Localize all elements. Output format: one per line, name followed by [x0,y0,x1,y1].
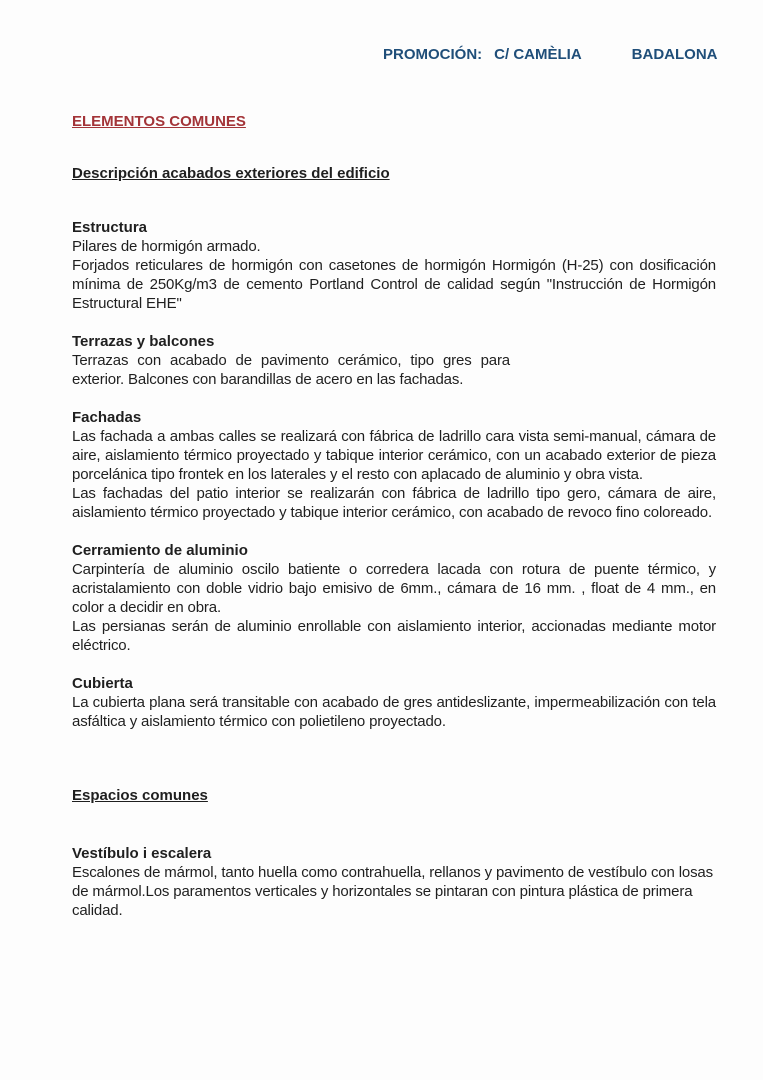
section-fachadas [72,408,716,522]
section-vestibulo-escalera [72,844,716,920]
section-heading: Cerramiento de aluminio [72,542,248,559]
section-heading: Fachadas [72,409,142,426]
section-paragraph: Forjados reticulares de hormigón con casetones de hormigón Hormigón (H-25) con dosificación mínima de 250Kg/m3 de cemento Portland Control de calidad según "Instrucción de Hormigón Estructural EHE" [72,257,716,312]
section-cubierta [72,674,716,731]
page-title: ELEMENTOS COMUNES [72,113,246,130]
promotion-street: C/ CAMÈLIA [494,46,582,63]
promotion-label: PROMOCIÓN: [383,46,483,63]
section-paragraph: Pilares de hormigón armado. [72,238,261,255]
section-cerramiento-aluminio [72,541,716,655]
section-paragraph: Las fachadas del patio interior se realizarán con fábrica de ladrillo tipo gero, cámara de aire, aislamiento térmico proyectado y tabique interior cerámico, con acabado de revoco fino coloreado. [72,485,716,521]
section-estructura [72,218,716,313]
section-paragraph: La cubierta plana será transitable con acabado de gres antideslizante, impermeabilización con tela asfáltica y aislamiento térmico con polietileno proyectado. [72,694,716,730]
section-paragraph: Escalones de mármol, tanto huella como contrahuella, rellanos y pavimento de vestíbulo con losas de mármol.Los paramentos verticales y horizontales se pintaran con pintura plástica de primera calidad. [72,864,713,919]
subtitle-exterior-finishes: Descripción acabados exteriores del edificio [72,165,390,182]
promotion-city: BADALONA [631,46,718,63]
section-heading: Cubierta [72,675,133,692]
section-terrazas-balcones [72,332,716,389]
document-header [383,45,716,64]
subtitle-common-spaces: Espacios comunes [72,787,208,804]
section-paragraph: Carpintería de aluminio oscilo batiente o corredera lacada con rotura de puente térmico, y acristalamiento con doble vidrio bajo emisivo de 6mm., cámara de 16 mm. , float de 4 mm., en color a decidir en obra. [72,561,716,616]
section-paragraph: Las fachada a ambas calles se realizará con fábrica de ladrillo cara vista semi-manual, cámara de aire, aislamiento térmico proyectado y tabique interior cerámico, con un acabado exterior de pieza porcelánica tipo frontek en los laterales y el resto con aplacado de aluminio y obra vista. [72,428,716,483]
section-paragraph: Terrazas con acabado de pavimento cerámico, tipo gres para exterior. Balcones con barandillas de acero en las fachadas. [72,352,510,388]
section-heading: Terrazas y balcones [72,333,215,350]
section-paragraph: Las persianas serán de aluminio enrollable con aislamiento interior, accionadas mediante motor eléctrico. [72,618,716,654]
section-heading: Vestíbulo i escalera [72,845,212,862]
section-heading: Estructura [72,219,148,236]
